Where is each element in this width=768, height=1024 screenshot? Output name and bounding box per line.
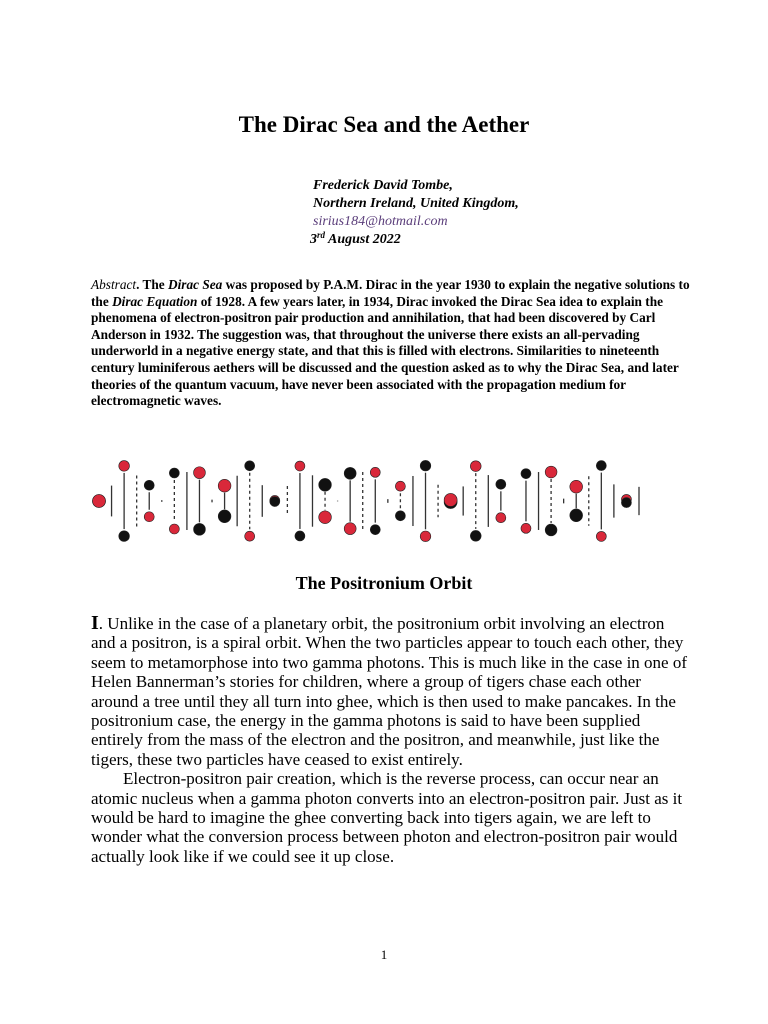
electron-particle	[245, 461, 255, 471]
electron-particle	[395, 511, 405, 521]
electron-particle	[596, 461, 606, 471]
electron-particle	[119, 531, 130, 542]
abstract-text-1: . The	[136, 277, 168, 292]
electron-particle	[370, 525, 380, 535]
positron-particle	[496, 513, 506, 523]
abstract-text-2: was proposed by P.A.M. Dirac in the year 1930 to explain the negative solutions to the	[91, 277, 690, 309]
electron-particle	[470, 530, 481, 541]
electron-particle	[218, 510, 231, 523]
section-heading: The Positronium Orbit	[295, 573, 473, 593]
paragraph-1	[91, 614, 691, 769]
author-block	[310, 177, 519, 249]
electron-particle	[420, 460, 431, 471]
author-location: Northern Ireland, United Kingdom,	[313, 196, 519, 211]
positron-particle	[119, 461, 130, 472]
positron-particle	[420, 531, 431, 542]
positron-particle	[245, 531, 255, 541]
electron-particle	[319, 478, 332, 491]
electron-particle	[570, 509, 583, 522]
abstract	[91, 277, 691, 410]
document-date	[310, 231, 519, 249]
paragraph-2: Electron-positron pair creation, which is the reverse process, can occur near an atomic nucleus when a gamma photon converts into an electron-positron pair. Just as it would be hard to imagine the ghee converting back into tigers again, we are left to wonder what the conversion process between photon and electron-positron pair would actually look like if we could see it up close.	[91, 769, 683, 866]
electron-particle	[144, 480, 154, 490]
electron-particle	[270, 497, 280, 507]
body-text	[91, 614, 691, 866]
positron-particle	[444, 493, 457, 506]
positron-particle	[319, 511, 332, 524]
date-day: 3	[310, 232, 317, 247]
author-name: Frederick David Tombe,	[313, 178, 453, 193]
electron-particle	[496, 479, 506, 489]
positron-particle	[344, 523, 356, 535]
electron-particle	[344, 467, 356, 479]
author-email[interactable]: sirius184@hotmail.com	[313, 214, 448, 229]
electron-particle	[621, 498, 631, 508]
positron-particle	[93, 495, 106, 508]
positron-particle	[545, 466, 557, 478]
positron-particle	[521, 523, 531, 533]
abstract-term-dirac-equation: Dirac Equation	[112, 293, 198, 309]
positron-particle	[470, 461, 481, 472]
positron-particle	[295, 461, 305, 471]
abstract-term-dirac-sea: Dirac Sea	[167, 277, 223, 292]
abstract-text-3: of 1928. A few years later, in 1934, Dirac invoked the Dirac Sea idea to explain the phenomena of electron-positron pair production and annihilation, that had been discovered by Carl Anderson in 1932. The suggestion was, that throughout the universe there exists an all-pervading underworld in a negative energy state, and that this is filled with electrons. Similarities to nineteenth century luminiferous aethers will be discussed and the question asked as to why the Dirac Sea, and later theories of the quantum vacuum, have never been associated with the propagation medium for electromagnetic waves.	[91, 293, 679, 409]
paragraph-1-text: . Unlike in the case of a planetary orbit, the positronium orbit involving an electron and a positron, is a spiral orbit. When the two particles appear to touch each other, they seem to metamorphose into two gamma photons. This is much like in the case in one of Helen Bannerman’s stories for children, where a group of tigers chase each other around a tree until they all turn into ghee, which is then used to make pancakes. In the positronium case, the energy in the gamma photons is said to have been supplied entirely from the mass of the electron and the positron, and meanwhile, just like the tigers, these two particles have ceased to exist entirely.	[91, 614, 687, 769]
positron-particle	[570, 480, 583, 493]
electron-particle	[169, 468, 179, 478]
dirac-sea-illustration	[91, 447, 647, 555]
positron-particle	[395, 481, 405, 491]
positron-particle	[169, 524, 179, 534]
positron-particle	[218, 479, 231, 492]
positron-particle	[370, 467, 380, 477]
page-number: 1	[380, 947, 388, 962]
date-rest: August 2022	[325, 232, 401, 247]
date-suffix: rd	[317, 230, 326, 240]
electron-particle	[194, 523, 206, 535]
positron-particle	[596, 531, 606, 541]
document-title: The Dirac Sea and the Aether	[238, 112, 530, 137]
electron-particle	[521, 469, 531, 479]
abstract-label: Abstract	[91, 277, 137, 292]
electron-particle	[545, 524, 557, 536]
positron-particle	[194, 467, 206, 479]
drop-cap: I	[91, 612, 99, 634]
positron-particle	[144, 512, 154, 522]
electron-particle	[295, 531, 305, 541]
